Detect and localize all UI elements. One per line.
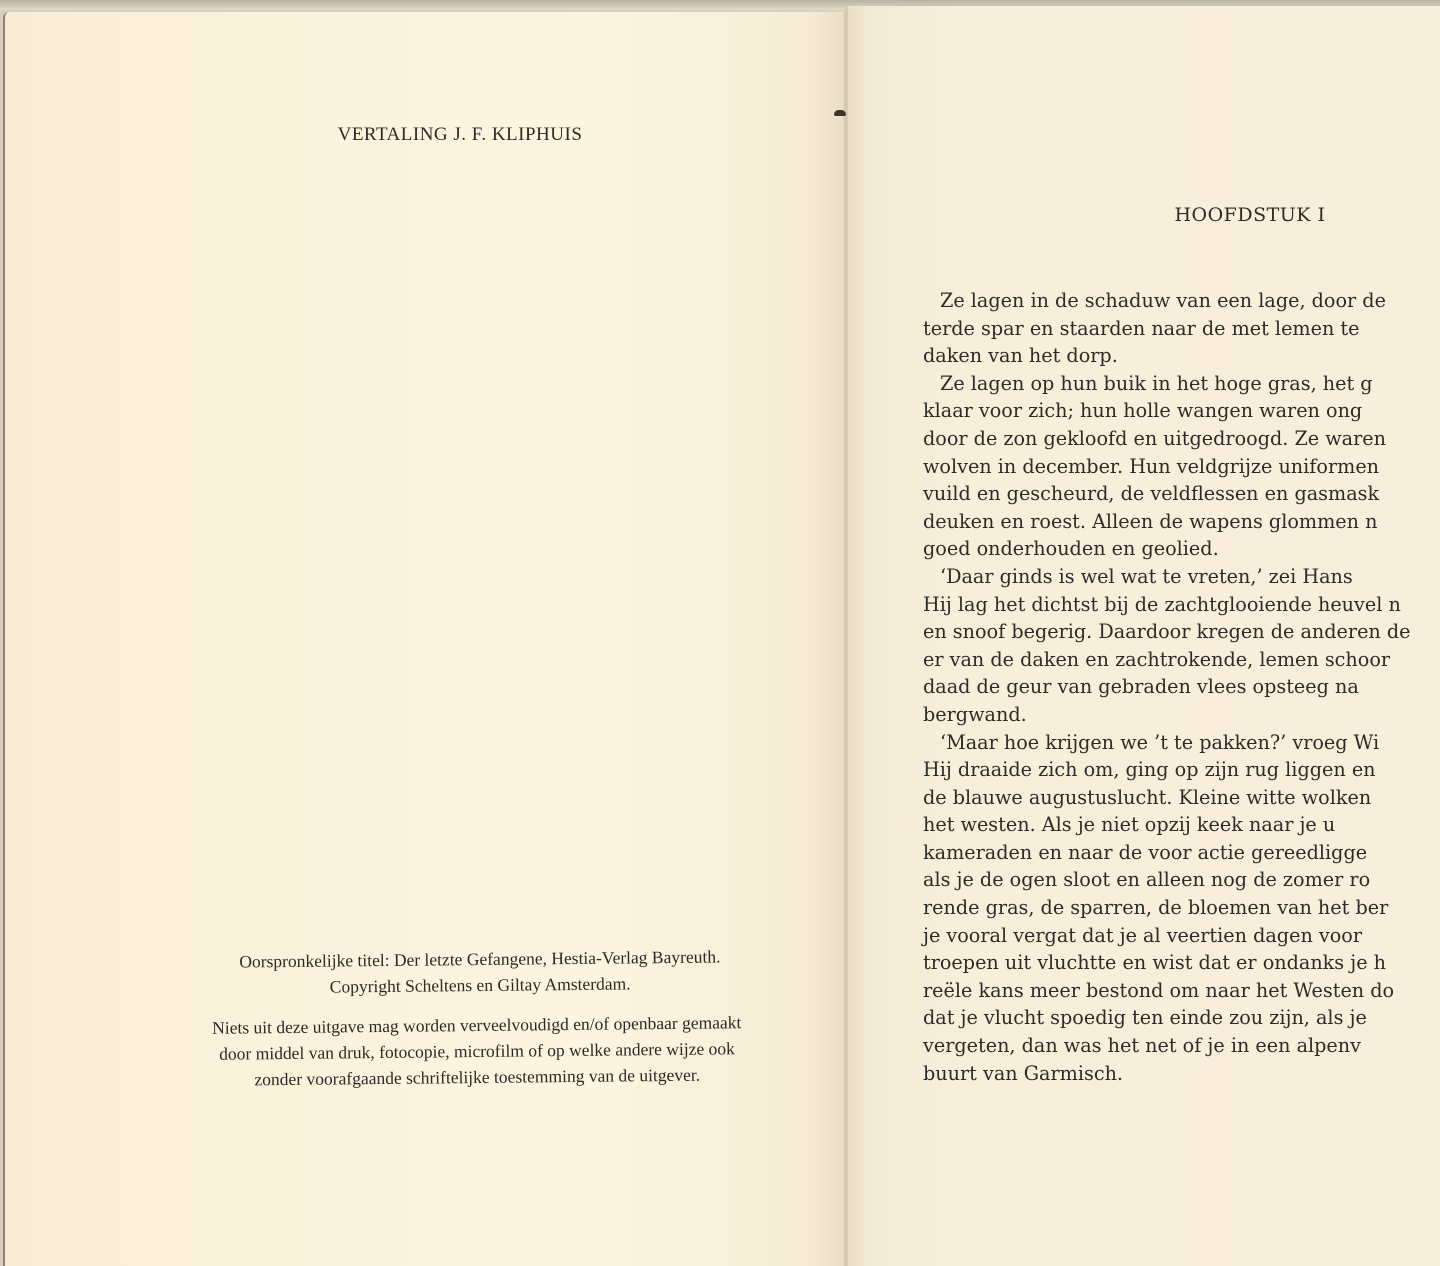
text-line: bergwand. xyxy=(923,702,1027,726)
text-line: het westen. Als je niet opzij keek naar je u xyxy=(923,813,1336,837)
text-line: Ze lagen op hun buik in het hoge gras, het g xyxy=(940,371,1373,395)
text-line: en snoof begerig. Daardoor kregen de anderen de xyxy=(923,620,1411,644)
copyright-line: Copyright Scheltens en Giltay Amsterdam. xyxy=(329,973,631,997)
text-line: deuken en roest. Alleen de wapens glommen n xyxy=(923,509,1378,533)
original-title-line: Oorspronkelijke titel: Der letzte Gefangene, Hestia-Verlag Bayreuth. xyxy=(239,946,721,972)
text-line: kameraden en naar de voor actie gereedligge xyxy=(923,840,1368,864)
rights-notice-line: zonder voorafgaande schriftelijke toestemming van de uitgever. xyxy=(254,1064,701,1090)
text-line: troepen uit vluchtte en wist dat er ondanks je h xyxy=(923,951,1387,975)
text-line: rende gras, de sparren, de bloemen van het ber xyxy=(923,896,1389,920)
text-line: daad de geur van gebraden vlees opsteeg na xyxy=(923,675,1359,699)
text-line: je vooral vergat dat je al veertien dagen voor xyxy=(923,923,1363,947)
chapter-heading: HOOFDSTUK I xyxy=(1174,204,1326,226)
text-line: er van de daken en zachtrokende, lemen schoor xyxy=(923,647,1391,671)
text-line: goed onderhouden en geolied. xyxy=(923,537,1219,561)
text-line: Hij draaide zich om, ging op zijn rug liggen en xyxy=(923,758,1376,782)
chapter-body-text xyxy=(923,287,1440,1087)
text-line: klaar voor zich; hun holle wangen waren ong xyxy=(923,399,1363,423)
text-line: daken van het dorp. xyxy=(923,344,1118,368)
text-line: buurt van Garmisch. xyxy=(923,1061,1124,1085)
translator-credit: VERTALING J. F. KLIPHUIS xyxy=(337,124,583,145)
text-line: vergeten, dan was het net of je in een alpenv xyxy=(923,1034,1361,1058)
text-line: vuild en gescheurd, de veldflessen en gasmask xyxy=(923,482,1380,506)
text-line: dat je vlucht spoedig ten einde zou zijn, als je xyxy=(923,1006,1367,1030)
text-line: door de zon gekloofd en uitgedroogd. Ze waren xyxy=(923,426,1387,450)
rights-notice-line: door middel van druk, fotocopie, microfilm of op welke andere wijze ook xyxy=(219,1038,735,1064)
text-line: ‘Maar hoe krijgen we ’t te pakken?’ vroeg Wi xyxy=(940,730,1380,754)
text-line: ‘Daar ginds is wel wat te vreten,’ zei Hans xyxy=(940,564,1353,588)
original-title-notice xyxy=(140,942,821,1001)
rights-notice xyxy=(132,1008,823,1093)
text-line: Hij lag het dichtst bij de zachtglooiende heuvel n xyxy=(923,592,1401,616)
rights-notice-line: Niets uit deze uitgave mag worden verveelvoudigd en/of openbaar gemaakt xyxy=(212,1012,742,1038)
text-line: terde spar en staarden naar de met lemen te xyxy=(923,316,1360,340)
text-line: Ze lagen in de schaduw van een lage, door de xyxy=(940,289,1386,312)
spine-stitch-mark xyxy=(834,110,846,116)
text-line: als je de ogen sloot en alleen nog de zomer ro xyxy=(923,868,1371,892)
text-line: wolven in december. Hun veldgrijze uniformen xyxy=(923,454,1380,478)
text-line: de blauwe augustuslucht. Kleine witte wolken xyxy=(923,785,1372,809)
text-line: reële kans meer bestond om naar het Westen do xyxy=(923,978,1395,1002)
